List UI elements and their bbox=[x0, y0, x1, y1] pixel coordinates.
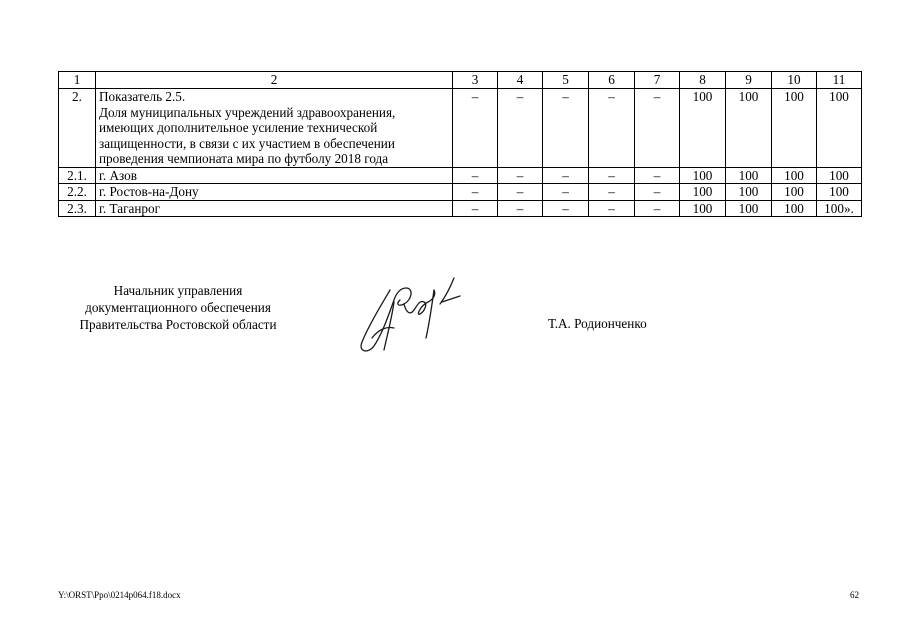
table-row bbox=[59, 89, 862, 168]
value-cell: – bbox=[543, 200, 589, 217]
indicator-name: г. Таганрог bbox=[96, 200, 453, 217]
indicators-table bbox=[58, 71, 862, 217]
signatory-title bbox=[58, 282, 298, 333]
value-cell: – bbox=[589, 200, 635, 217]
table-row bbox=[59, 200, 862, 217]
value-cell: 100 bbox=[680, 167, 726, 184]
value-cell: 100 bbox=[726, 184, 772, 201]
value-cell: – bbox=[589, 167, 635, 184]
indicator-name bbox=[96, 89, 453, 168]
table-header-cell: 8 bbox=[680, 72, 726, 89]
value-cell: 100 bbox=[817, 89, 862, 168]
value-cell: – bbox=[498, 89, 543, 168]
indicator-name-line: Показатель 2.5. bbox=[99, 89, 186, 104]
value-cell: 100 bbox=[772, 200, 817, 217]
indicator-name: г. Азов bbox=[96, 167, 453, 184]
value-cell: – bbox=[589, 89, 635, 168]
table-header-cell: 4 bbox=[498, 72, 543, 89]
value-cell: – bbox=[635, 89, 680, 168]
value-cell: – bbox=[498, 184, 543, 201]
value-cell: 100 bbox=[680, 200, 726, 217]
row-number: 2.1. bbox=[59, 167, 96, 184]
row-number: 2.2. bbox=[59, 184, 96, 201]
value-cell: – bbox=[543, 184, 589, 201]
value-cell: – bbox=[635, 200, 680, 217]
value-cell: – bbox=[453, 200, 498, 217]
value-cell: – bbox=[453, 184, 498, 201]
value-cell: 100 bbox=[726, 167, 772, 184]
value-cell: 100 bbox=[817, 167, 862, 184]
table-header-cell: 7 bbox=[635, 72, 680, 89]
value-cell: 100 bbox=[817, 184, 862, 201]
indicator-name-line: проведения чемпионата мира по футболу 2018 года bbox=[99, 151, 389, 166]
row-number: 2.3. bbox=[59, 200, 96, 217]
table-header-row bbox=[59, 72, 862, 89]
table-row bbox=[59, 184, 862, 201]
indicator-name-line: защищенности, в связи с их участием в обеспечении bbox=[99, 135, 395, 151]
table-header-cell: 3 bbox=[453, 72, 498, 89]
signatory-title-line: Начальник управления bbox=[113, 283, 243, 298]
table-header-cell: 1 bbox=[59, 72, 96, 89]
page-number: 62 bbox=[850, 590, 859, 600]
table-header-cell: 2 bbox=[96, 72, 453, 89]
value-cell: – bbox=[498, 200, 543, 217]
table-header-cell: 5 bbox=[543, 72, 589, 89]
table-header-cell: 9 bbox=[726, 72, 772, 89]
value-cell: – bbox=[589, 184, 635, 201]
table-header-cell: 11 bbox=[817, 72, 862, 89]
value-cell: – bbox=[635, 184, 680, 201]
indicator-name-line: Доля муниципальных учреждений здравоохранения, bbox=[99, 104, 396, 120]
value-cell: 100 bbox=[772, 184, 817, 201]
value-cell: – bbox=[543, 89, 589, 168]
table-header-cell: 10 bbox=[772, 72, 817, 89]
value-cell: – bbox=[453, 89, 498, 168]
signer-name: Т.А. Родионченко bbox=[548, 316, 647, 331]
value-cell: – bbox=[498, 167, 543, 184]
value-cell: – bbox=[453, 167, 498, 184]
table-header-cell: 6 bbox=[589, 72, 635, 89]
value-cell: 100 bbox=[726, 200, 772, 217]
value-cell: 100 bbox=[726, 89, 772, 168]
signatory-title-line: документационного обеспечения bbox=[85, 300, 271, 315]
indicator-name: г. Ростов-на-Дону bbox=[96, 184, 453, 201]
handwritten-signature bbox=[350, 272, 480, 360]
value-cell: 100 bbox=[772, 89, 817, 168]
row-number: 2. bbox=[59, 89, 96, 168]
value-cell: – bbox=[635, 167, 680, 184]
indicator-name-line: имеющих дополнительное усиление технической bbox=[99, 120, 378, 135]
value-cell: 100». bbox=[817, 200, 862, 217]
footer-file-path: Y:\ORST\Ppo\0214p064.f18.docx bbox=[58, 590, 181, 600]
value-cell: 100 bbox=[772, 167, 817, 184]
value-cell: 100 bbox=[680, 89, 726, 168]
table-row bbox=[59, 167, 862, 184]
value-cell: 100 bbox=[680, 184, 726, 201]
value-cell: – bbox=[543, 167, 589, 184]
signatory-title-line: Правительства Ростовской области bbox=[79, 317, 277, 332]
